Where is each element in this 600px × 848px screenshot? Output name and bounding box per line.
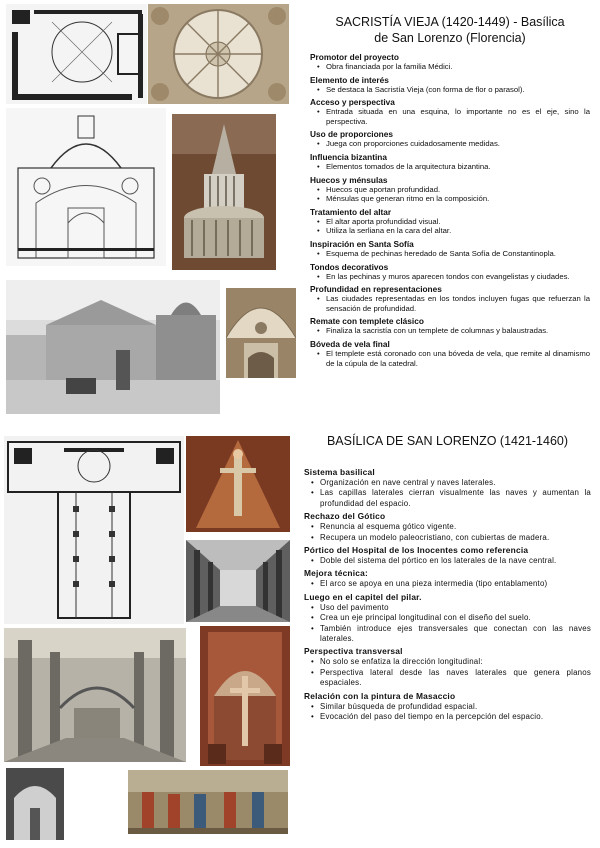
nave-interior-photo (186, 540, 290, 622)
bullet-list (310, 62, 590, 72)
section-heading: Remate con templete clásico (310, 316, 424, 327)
section-item (304, 568, 591, 589)
section-heading: Tratamiento del altar (310, 206, 392, 217)
basilica-sections (304, 467, 591, 723)
bullet-item: • También introduce ejes transversales que conectan con las naves laterales. (320, 624, 591, 645)
bullet-item: • El templete está coronado con una bóveda de vela, que remite al dinamismo de la cúpula de la catedral. (326, 349, 590, 368)
bullet-item: • Renuncia al esquema gótico vigente. (320, 522, 591, 532)
bullet-list (310, 326, 590, 336)
section-heading: Uso de proporciones (310, 129, 393, 140)
section-item (310, 129, 590, 149)
section-heading: Elemento de interés (310, 74, 389, 85)
sacristy-section-drawing (6, 108, 166, 266)
section-item (304, 592, 591, 645)
section-heading: Huecos y ménsulas (310, 174, 388, 185)
bullet-list (304, 603, 591, 645)
bullet-item: • Doble del sistema del pórtico en los laterales de la nave central. (320, 556, 591, 566)
bullet-item: • El altar aporta profundidad visual. (326, 217, 590, 227)
section-item (310, 152, 590, 172)
bullet-list (304, 657, 591, 688)
section-item (310, 207, 590, 236)
bullet-item: • Obra financiada por la familia Médici. (326, 62, 590, 72)
section-heading: Relación con la pintura de Masaccio (304, 690, 456, 701)
sacristy-dome-photo (148, 4, 289, 104)
section-heading: Mejora técnica: (304, 568, 368, 579)
bullet-item: • Las capillas laterales cierran visualmente las naves y aumentan la profundidad del espacio. (320, 488, 591, 509)
bullet-item: • Evocación del paso del tiempo en la percepción del espacio. (320, 712, 591, 722)
masaccio-trinity-fresco (186, 436, 290, 532)
section-item (310, 75, 590, 95)
basilica-floor-plan (4, 436, 184, 624)
san-lorenzo-exterior-photo (6, 280, 220, 414)
pendentive-dome-photo (226, 288, 296, 378)
bullet-list (310, 349, 590, 368)
section-item (304, 545, 591, 566)
section-heading: Bóveda de vela final (310, 338, 390, 349)
church-interior-small (6, 768, 64, 840)
bullet-list (310, 272, 590, 282)
bullet-list (304, 478, 591, 509)
section-heading: Profundidad en representaciones (310, 284, 442, 295)
bullet-item: • Elementos tomados de la arquitectura bizantina. (326, 162, 590, 172)
section-heading: Pórtico del Hospital de los Inocentes como referencia (304, 545, 529, 556)
section-item (310, 262, 590, 282)
section-heading: Influencia bizantina (310, 151, 387, 162)
section-heading: Acceso y perspectiva (310, 97, 395, 108)
bullet-list (310, 85, 590, 95)
bullet-list (304, 522, 591, 543)
bullet-list (310, 185, 590, 204)
bullet-item: • No solo se enfatiza la dirección longitudinal: (320, 657, 591, 667)
section-item (310, 239, 590, 259)
basilica-text-column (304, 433, 591, 723)
lantern-model-photo (172, 114, 276, 270)
bullet-list (310, 107, 590, 126)
section-item (310, 284, 590, 313)
section-item (310, 316, 590, 336)
sacristy-text-column (310, 14, 590, 368)
bullet-list (304, 579, 591, 589)
sacristy-floor-plan (6, 4, 147, 104)
bullet-item: • Finaliza la sacristía con un templete de columnas y balaustradas. (326, 326, 590, 336)
section-heading: Tondos decorativos (310, 261, 389, 272)
bullet-item: • Perspectiva lateral desde las naves laterales que genera planos espaciales. (320, 668, 591, 689)
bullet-item: • Entrada situada en una esquina, lo importante no es el eje, sino la perspectiva. (326, 107, 590, 126)
section-heading: Luego en el capitel del pilar. (304, 591, 422, 602)
bullet-item: • Recupera un modelo paleocristiano, con cubiertas de madera. (320, 533, 591, 543)
bullet-item: • Juega con proporciones cuidadosamente medidas. (326, 139, 590, 149)
bullet-list (310, 139, 590, 149)
bullet-item: • Las ciudades representadas en los tondos incluyen fugas que refuerzan la sensación de profundidad. (326, 294, 590, 313)
trinity-fresco-detail (200, 626, 290, 766)
section-item (304, 691, 591, 723)
sacristy-title-line2: de San Lorenzo (Florencia) (374, 31, 526, 45)
section-heading: Sistema basilical (304, 467, 375, 477)
sacristy-sections (310, 52, 590, 368)
bullet-list (310, 249, 590, 259)
bullet-item: • Se destaca la Sacristía Vieja (con forma de flor o parasol). (326, 85, 590, 95)
bullet-item: • Organización en nave central y naves laterales. (320, 478, 591, 488)
bullet-item: • Huecos que aportan profundidad. (326, 185, 590, 195)
bullet-item: • Similar búsqueda de profundidad espacial. (320, 702, 591, 712)
bullet-list (310, 294, 590, 313)
masaccio-fresco-scene (128, 770, 288, 834)
sacristy-title-line1: SACRISTÍA VIEJA (1420-1449) - Basílica (335, 15, 565, 29)
bullet-item: • En las pechinas y muros aparecen tondos con evangelistas y ciudades. (326, 272, 590, 282)
section-heading: Promotor del proyecto (310, 52, 399, 62)
section-heading: Rechazo del Gótico (304, 511, 386, 522)
basilica-title: BASÍLICA DE SAN LORENZO (1421-1460) (326, 434, 569, 448)
bullet-item: • Esquema de pechinas heredado de Santa Sofía de Constantinopla. (326, 249, 590, 259)
bullet-list (304, 556, 591, 566)
sacristy-title (310, 14, 590, 46)
section-item (304, 467, 591, 509)
bullet-item: • Crea un eje principal longitudinal con el diseño del suelo. (320, 613, 591, 623)
bullet-item: • Utiliza la serliana en la cara del altar. (326, 226, 590, 236)
bullet-list (304, 702, 591, 723)
bullet-item: • Uso del pavimento (320, 603, 591, 613)
bullet-item: • El arco se apoya en una pieza intermedia (tipo entablamento) (320, 579, 591, 589)
section-heading: Inspiración en Santa Sofía (310, 238, 414, 249)
bullet-list (310, 162, 590, 172)
section-heading: Perspectiva transversal (304, 646, 403, 657)
section-item (310, 175, 590, 204)
basilica-interior-photo (4, 628, 186, 762)
section-item (310, 339, 590, 368)
section-item (304, 511, 591, 543)
bullet-item: • Ménsulas que generan ritmo en la composición. (326, 194, 590, 204)
section-item (310, 97, 590, 126)
section-item (304, 646, 591, 688)
bullet-list (310, 217, 590, 236)
section-item (310, 52, 590, 72)
